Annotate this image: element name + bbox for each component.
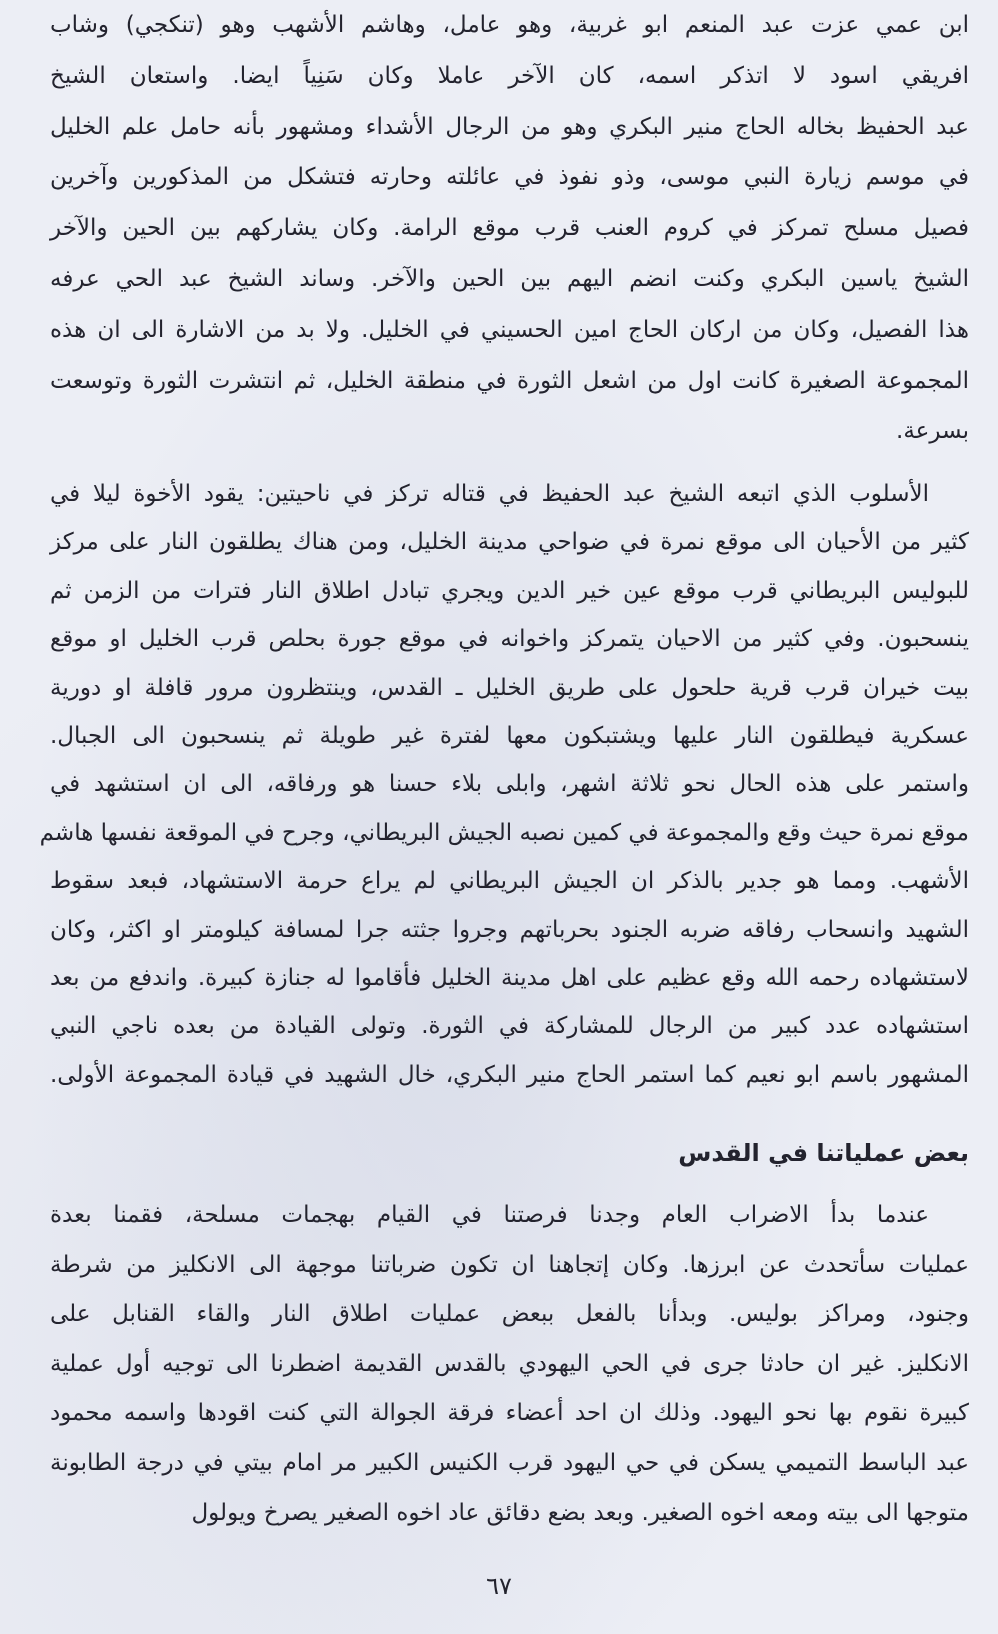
- text-line: عبد الباسط التميمي يسكن في حي اليهود قرب الكنيس الكبير مر امام بيتي في درجة الطابونة: [50, 1450, 969, 1476]
- text-line: بيت خيران قرب قرية حلحول على طريق الخليل ـ القدس، وينتظرون مرور قافلة او دورية: [50, 674, 969, 701]
- text-line: عندما بدأ الاضراب العام وجدنا فرصتنا في القيام بهجمات مسلحة، فقمنا بعدة: [50, 1202, 929, 1228]
- text-line: كبيرة نقوم بها نحو اليهود. وذلك ان احد أعضاء فرقة الجوالة التي كنت اقودها واسمه محمود: [50, 1400, 969, 1427]
- text-line: ابن عمي عزت عبد المنعم ابو غربية، وهو عامل، وهاشم الأشهب وهو (تنكجي) وشاب: [50, 12, 969, 38]
- text-line: افريقي اسود لا اتذكر اسمه، كان الآخر عاملا وكان سَنِياً ايضا. واستعان الشيخ: [50, 62, 969, 89]
- text-line: الشهيد وانسحاب رفاقه ضربه الجنود بحرباتهم وجروا جثته جرا لمسافة كيلومتر او اكثر، وكان: [50, 916, 969, 943]
- text-line: المشهور باسم ابو نعيم كما استمر الحاج منير البكري، خال الشهيد في قيادة المجموعة الأولى.: [50, 1061, 969, 1088]
- text-line: الشيخ ياسين البكري وكنت انضم اليهم بين الحين والآخر. وساند الشيخ عبد الحي عرفه: [50, 266, 969, 292]
- text-line: كثير من الأحيان الى موقع نمرة في ضواحي مدينة الخليل، ومن هناك يطلقون النار على مركز: [50, 529, 969, 556]
- text-line: عمليات سأتحدث عن ابرزها. وكان إتجاهنا ان تكون ضرباتنا موجهة الى الانكليز من شرطة: [50, 1251, 969, 1278]
- text-line: استشهاده عدد كبير من الرجال للمشاركة في الثورة. وتولى القيادة من بعده ناجي النبي: [50, 1013, 969, 1040]
- text-line: عسكرية فيطلقون النار عليها ويشتبكون معها لفترة غير طويلة ثم ينسحبون الى الجبال.: [50, 723, 969, 749]
- text-line: الأشهب. ومما هو جدير بالذكر ان الجيش البريطاني لم يراع حرمة الاستشهاد، فبعد سقوط: [50, 868, 969, 895]
- text-line: لاستشهاده رحمه الله وقع عظيم على اهل مدينة الخليل فأقاموا له جنازة كبيرة. واندفع من بعد: [50, 965, 969, 991]
- text-line: الانكليز. غير ان حادثا جرى في الحي اليهودي بالقدس القديمة اضطرنا الى توجيه أول عملية: [50, 1350, 969, 1377]
- text-line: الأسلوب الذي اتبعه الشيخ عبد الحفيظ في قتاله تركز في ناحيتين: يقود الأخوة ليلا في: [50, 481, 929, 507]
- text-line: متوجها الى بيته ومعه اخوه الصغير. وبعد بضع دقائق عاد اخوه الصغير يصرخ ويولول: [191, 1499, 969, 1526]
- text-line: للبوليس البريطاني قرب موقع عين خير الدين ويجري تبادل اطلاق النار فترات من الزمن ثم: [50, 577, 969, 604]
- text-line: بسرعة.: [896, 418, 969, 445]
- text-line: هذا الفصيل، وكان من اركان الحاج امين الحسيني في الخليل. ولا بد من الاشارة الى ان هذه: [50, 316, 969, 343]
- text-line: موقع نمرة حيث وقع والمجموعة في كمين نصبه الجيش البريطاني، وجرح في الموقعة نفسها هاشم: [39, 819, 969, 846]
- text-line: في موسم زيارة النبي موسى، وذو نفوذ في عائلته وحارته فتشكل من المذكورين وآخرين: [50, 164, 969, 191]
- page-number: ٦٧: [486, 1572, 512, 1600]
- text-line: فصيل مسلح تمركز في كروم العنب قرب موقع الرامة. وكان يشاركهم بين الحين والآخر: [50, 215, 969, 242]
- text-line: وجنود، ومراكز بوليس. وبدأنا بالفعل ببعض عمليات اطلاق النار والقاء القنابل على: [50, 1301, 969, 1328]
- section-heading: بعض عملياتنا في القدس: [678, 1139, 969, 1167]
- text-line: واستمر على هذه الحال نحو ثلاثة اشهر، وابلى بلاء حسنا هو ورفاقه، الى ان استشهد في: [50, 771, 969, 798]
- text-line: ينسحبون. وفي كثير من الاحيان يتمركز واخوانه في موقع جورة بحلص قرب الخليل او موقع: [50, 626, 969, 653]
- text-line: عبد الحفيظ بخاله الحاج منير البكري وهو من الرجال الأشداء ومشهور بأنه حامل علم الخليل: [50, 113, 969, 140]
- text-line: المجموعة الصغيرة كانت اول من اشعل الثورة في منطقة الخليل، ثم انتشرت الثورة وتوسعت: [50, 367, 969, 394]
